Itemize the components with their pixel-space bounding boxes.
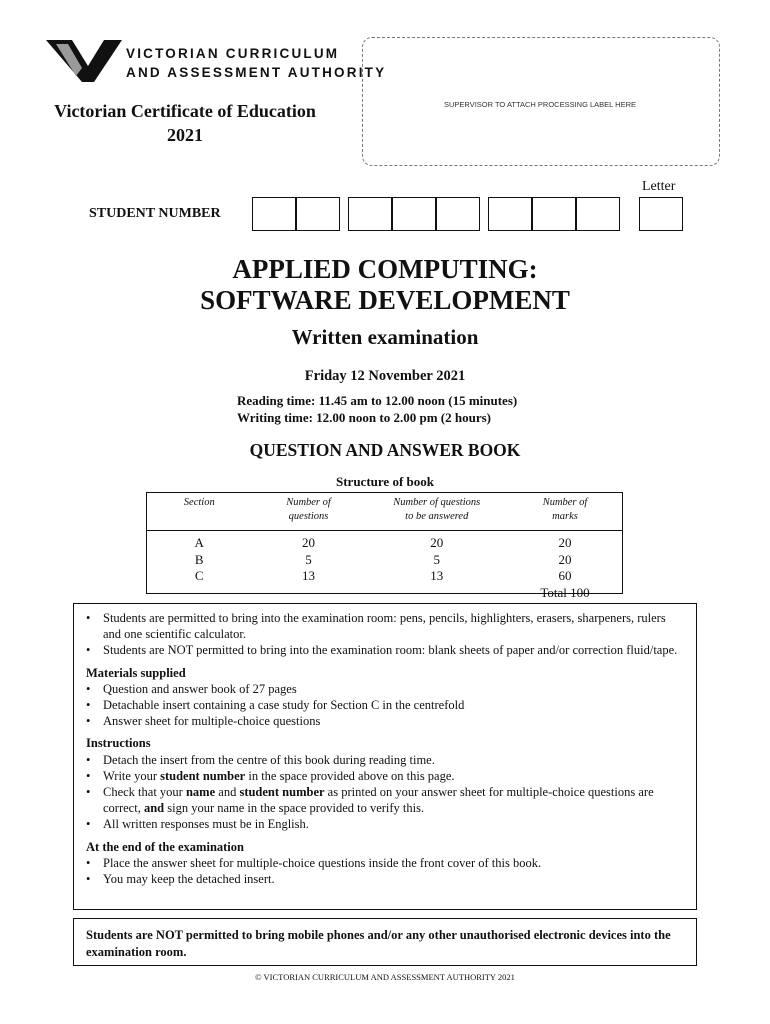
copyright-notice: © VICTORIAN CURRICULUM AND ASSESSMENT AUTHORITY 2021 — [255, 972, 515, 982]
questions-cell: 20 — [302, 535, 315, 550]
vcaa-logo-icon — [46, 40, 122, 82]
section-cell: C — [194, 568, 204, 583]
exam-subtitle: Written examination — [291, 325, 479, 349]
total-marks: Total 100 — [540, 584, 590, 600]
table-row — [147, 568, 622, 585]
exam-times — [237, 392, 517, 426]
student-number-digit-box[interactable] — [488, 197, 532, 231]
student-number-label: STUDENT NUMBER — [89, 206, 221, 221]
exam-date: Friday 12 November 2021 — [304, 368, 466, 384]
list-item: • You may keep the detached insert. — [86, 871, 686, 887]
letter-label: Letter — [642, 179, 676, 194]
table-row — [147, 535, 622, 552]
permitted-list — [86, 610, 686, 659]
list-item: • Detachable insert containing a case study for Section C in the centrefold — [86, 697, 686, 713]
list-item: • Check that your name and student number as printed on your answer sheet for multiple-choice questions are correct, and sign your name in the space provided to verify this. — [86, 784, 686, 816]
column-header-section: Section — [147, 493, 252, 531]
writing-time: Writing time: 12.00 noon to 2.00 pm (2 hours) — [237, 410, 491, 425]
book-title: QUESTION AND ANSWER BOOK — [249, 440, 521, 460]
supervisor-label-text: SUPERVISOR TO ATTACH PROCESSING LABEL HERE — [444, 100, 636, 109]
marks-cell: 20 — [558, 551, 572, 567]
answered-cell: 5 — [433, 551, 440, 567]
structure-table-frame — [146, 492, 623, 600]
materials-list — [86, 681, 686, 730]
student-number-digit-box[interactable] — [252, 197, 296, 231]
end-heading: At the end of the examination — [86, 839, 244, 854]
student-number-digit-box[interactable] — [348, 197, 392, 231]
authority-line1: VICTORIAN CURRICULUM — [126, 46, 340, 61]
marks-cell: 20 — [558, 535, 572, 550]
marks-cell: 60 — [558, 568, 572, 583]
letter-box[interactable] — [639, 197, 683, 231]
section-cell: B — [194, 551, 204, 567]
reading-time: Reading time: 11.45 am to 12.00 noon (15 minutes) — [237, 393, 518, 408]
questions-cell: 13 — [302, 568, 315, 583]
list-item: • Detach the insert from the centre of this book during reading time. — [86, 752, 686, 768]
questions-cell: 5 — [305, 551, 312, 567]
student-number-digit-box[interactable] — [436, 197, 480, 231]
student-number-digit-box[interactable] — [576, 197, 620, 231]
list-item: • All written responses must be in English. — [86, 816, 686, 832]
table-total-row — [147, 585, 622, 602]
student-number-digit-box[interactable] — [392, 197, 436, 231]
list-item: • Students are NOT permitted to bring into the examination room: blank sheets of paper and/or correction fluid/tape. — [86, 642, 686, 658]
column-header-questions-to-answer: Number of questions to be answered — [366, 493, 509, 531]
end-list — [86, 855, 686, 887]
list-item: • Question and answer book of 27 pages — [86, 681, 686, 697]
answered-cell: 13 — [430, 568, 444, 583]
exam-title-line1: APPLIED COMPUTING: — [232, 254, 538, 284]
materials-heading: Materials supplied — [86, 665, 186, 680]
certificate-line1: Victorian Certificate of Education — [54, 101, 316, 121]
column-header-number-of-questions: Number of questions — [252, 493, 366, 531]
structure-title: Structure of book — [336, 474, 434, 489]
certificate-year: 2021 — [167, 125, 203, 145]
instructions-list — [86, 752, 686, 833]
list-item: • Answer sheet for multiple-choice questions — [86, 713, 686, 729]
list-item: • Place the answer sheet for multiple-choice questions inside the front cover of this book. — [86, 855, 686, 871]
answered-cell: 20 — [430, 535, 444, 550]
list-item: • Write your student number in the space provided above on this page. — [86, 768, 686, 784]
authority-line2: AND ASSESSMENT AUTHORITY — [126, 65, 387, 80]
student-number-digit-box[interactable] — [532, 197, 576, 231]
list-item: • Students are permitted to bring into the examination room: pens, pencils, highlighters, erasers, sharpeners, rulers and one scientific calculator. — [86, 610, 686, 642]
table-row — [147, 552, 622, 569]
exam-title-line2: SOFTWARE DEVELOPMENT — [200, 285, 570, 315]
section-cell: A — [194, 535, 204, 550]
student-number-digit-box[interactable] — [296, 197, 340, 231]
structure-table — [147, 493, 622, 601]
student-number-boxes — [252, 197, 684, 231]
certificate-heading — [30, 99, 340, 147]
instructions-box — [73, 603, 697, 910]
instructions-heading: Instructions — [86, 736, 151, 751]
exam-title — [0, 254, 770, 316]
table-header-row — [147, 493, 622, 531]
authority-name — [126, 44, 386, 82]
mobile-phone-notice: Students are NOT permitted to bring mobile phones and/or any other unauthorised electronic devices into the examination room. — [73, 918, 697, 966]
column-header-marks: Number of marks — [508, 493, 622, 531]
